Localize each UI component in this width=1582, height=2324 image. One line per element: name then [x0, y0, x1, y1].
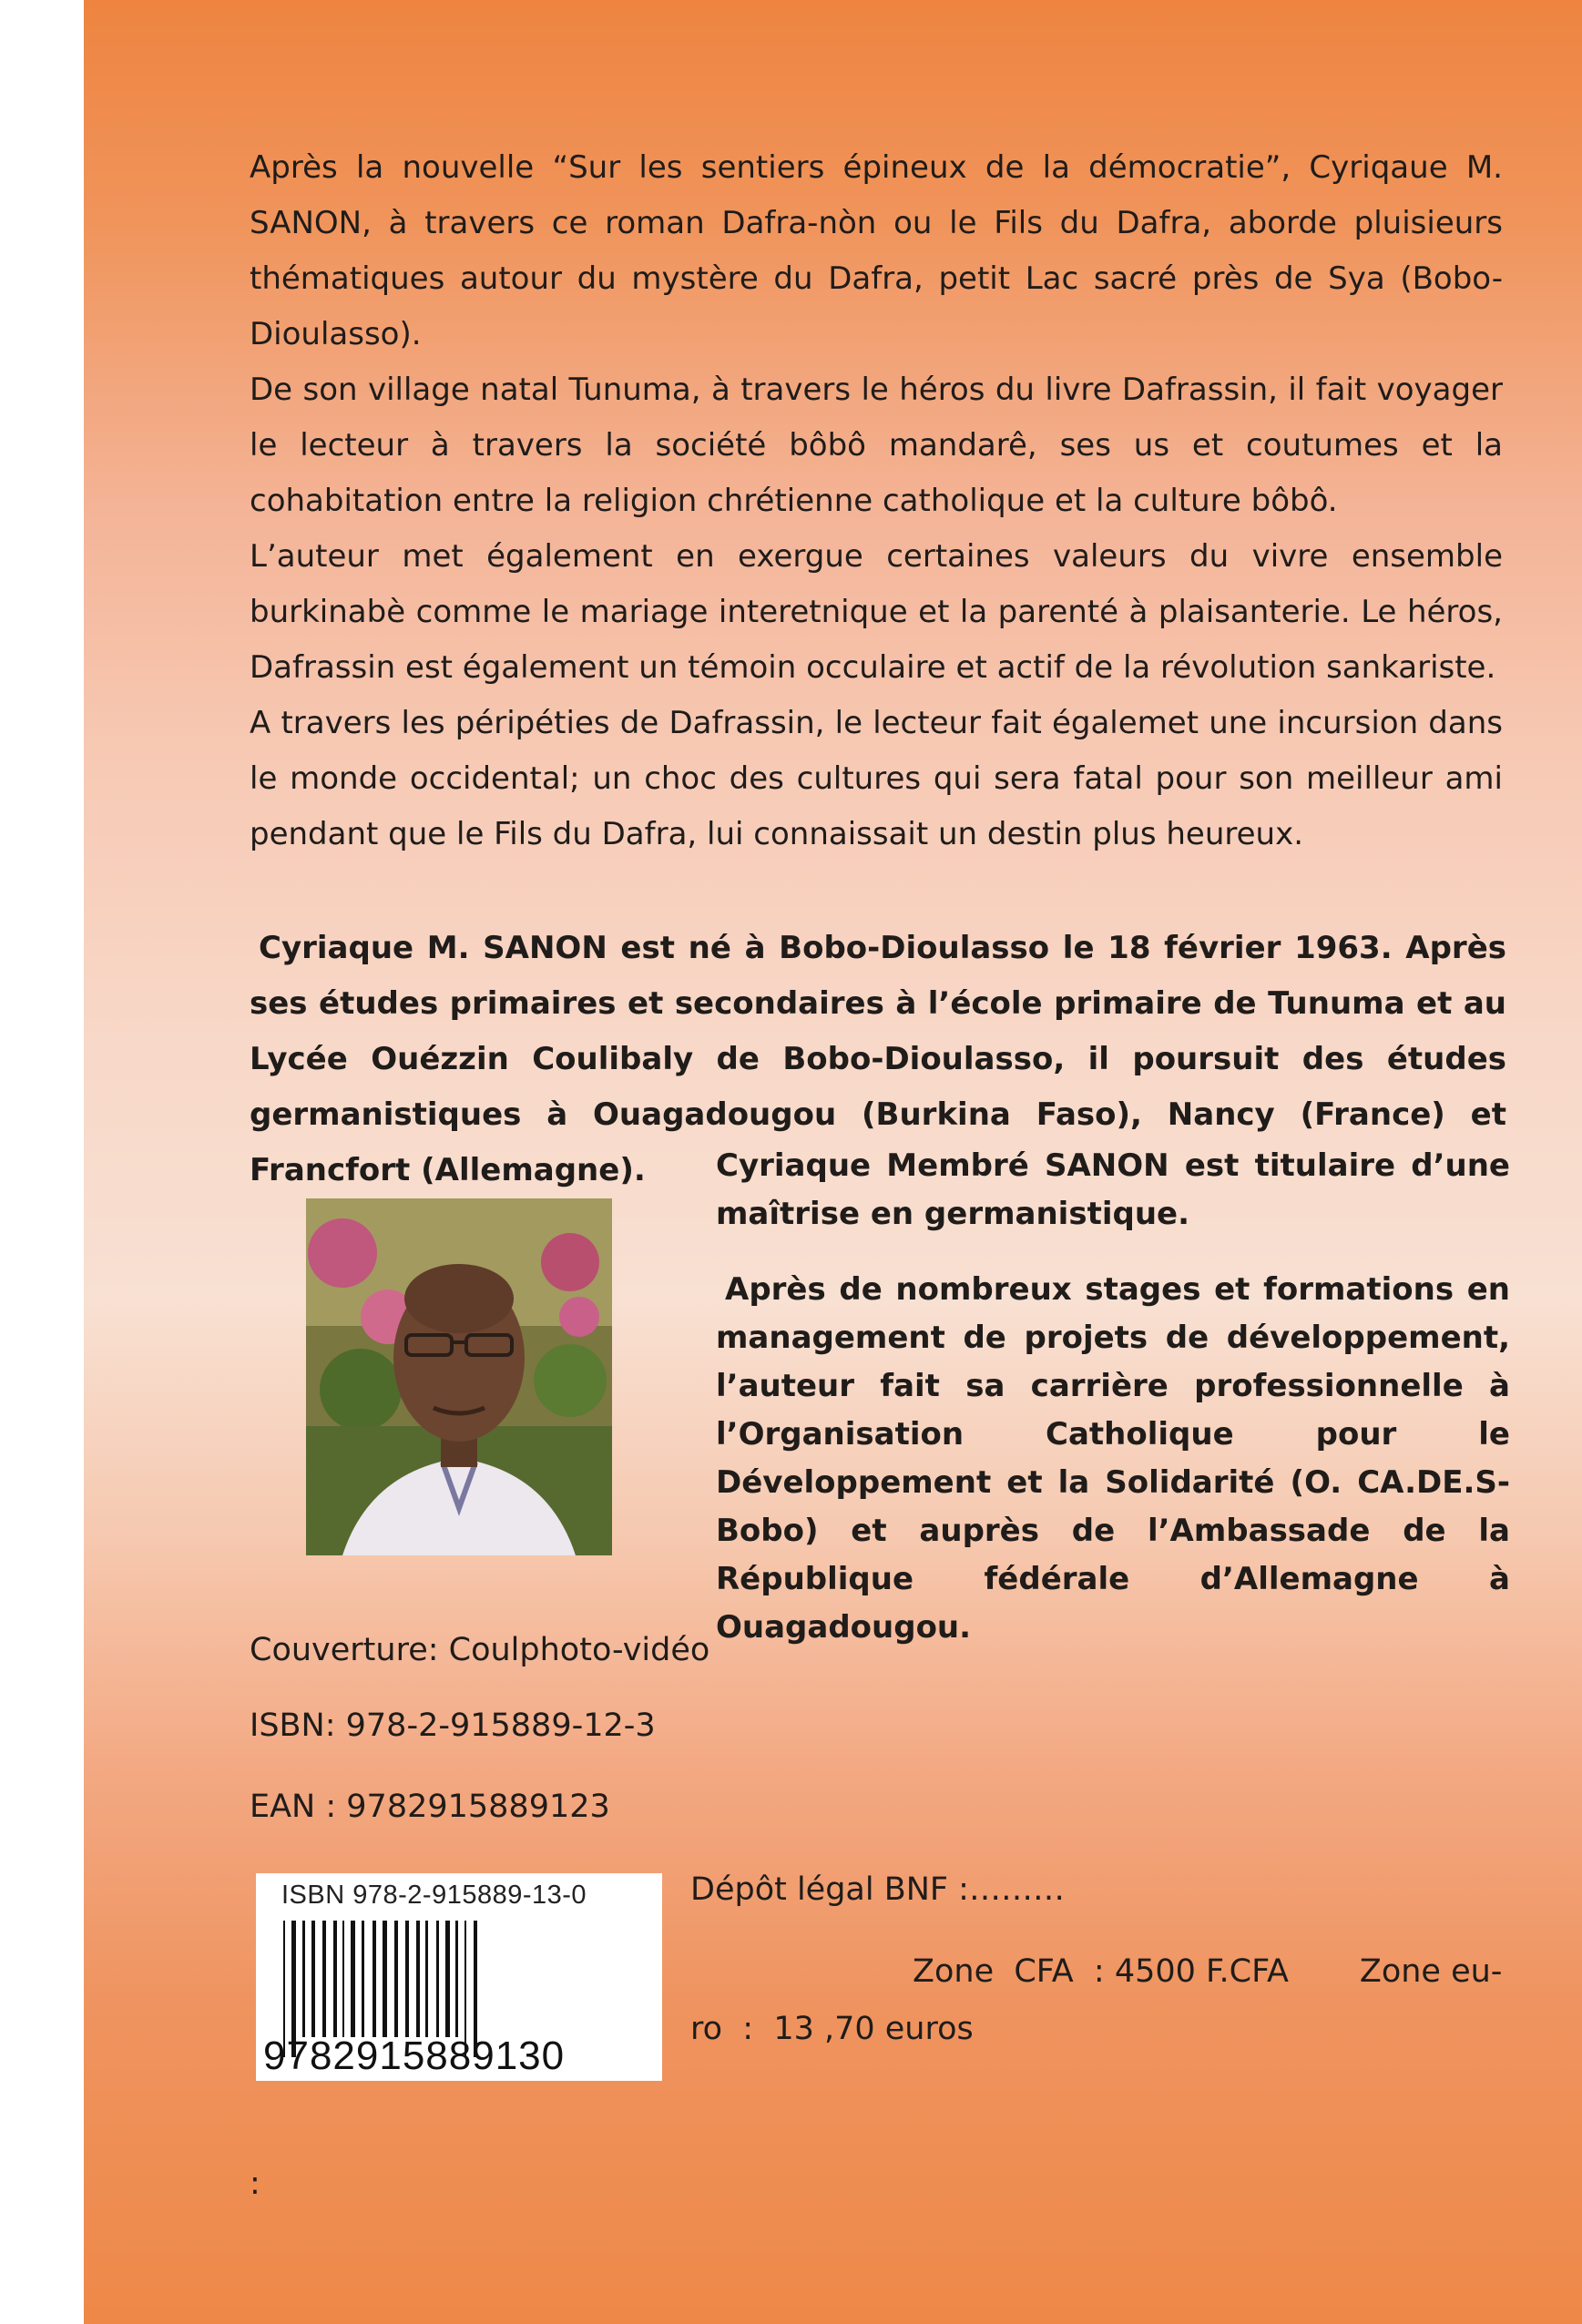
author-bio-career: Après de nombreux stages et formations en management de projets de développement, l’auteur fait sa carrière professionnelle à l’Organisation Catholique pour le Développement et la Solidarité (O. CA.DE.S-Bobo) et auprès de l’Ambassade de la République fédérale d’Allemagne à Ouagadougou. — [716, 1271, 1510, 1646]
barcode-bar — [425, 1921, 428, 2037]
barcode-bar — [351, 1921, 355, 2037]
ean-text: EAN : 9782915889123 — [250, 1789, 610, 1825]
barcode-bar — [342, 1921, 344, 2037]
summary-paragraph-4: A travers les péripéties de Dafrassin, le lecteur fait égalemet une incursion dans le monde occidental; un choc des cultures qui sera fatal pour son meilleur ami pendant que le Fils du Dafra, lui connaissait un destin plus heureux. — [250, 705, 1503, 852]
barcode-bar — [333, 1921, 337, 2037]
summary-paragraph-2: De son village natal Tunuma, à travers le héros du livre Dafrassin, il fait voyager le lecteur à travers la société bôbô mandarê, ses us et coutumes et la cohabitation entre la religion chrétienne catholique et la culture bôbô. — [250, 372, 1503, 519]
barcode-bar — [455, 1921, 458, 2037]
price-line-2: ro : 13 ,70 euros — [690, 2011, 974, 2047]
barcode-isbn-label: ISBN 978-2-915889-13-0 — [281, 1881, 587, 1910]
barcode-number: 9782915889130 — [263, 2034, 566, 2078]
barcode-bar — [302, 1921, 305, 2037]
cover-credit: Couverture: Coulphoto-vidéo — [250, 1632, 710, 1668]
summary-paragraph-3: L’auteur met également en exergue certaines valeurs du vivre ensemble burkinabè comme le mariage interetnique et la parenté à plaisanterie. Le héros, Dafrassin est également un témoin occulaire et actif de la révolution sankariste. — [250, 538, 1503, 686]
barcode-bar — [445, 1921, 450, 2037]
footer-colon: : — [250, 2166, 260, 2202]
author-bio-intro: Cyriaque M. SANON est né à Bobo-Dioulasso le 18 février 1963. Après ses études primaires et secondaires à l’école primaire de Tunuma et au Lycée Ouézzin Coulibaly de Bobo-Dioulasso, il poursuit des études germanistiques à Ouagadougou (Burkina Faso), Nancy (France) et Francfort (Allemagne). — [250, 930, 1506, 1188]
barcode-bar — [394, 1921, 398, 2037]
isbn-text: ISBN: 978-2-915889-12-3 — [250, 1707, 656, 1744]
price-line-1: Zone CFA : 4500 F.CFA Zone eu- — [913, 1953, 1503, 1990]
barcode-bar — [362, 1921, 364, 2037]
author-photo — [306, 1198, 612, 1555]
barcode-bar — [383, 1921, 387, 2037]
isbn-barcode — [256, 1873, 662, 2081]
legal-deposit: Dépôt légal BNF :……… — [690, 1871, 1065, 1908]
barcode-bar — [311, 1921, 315, 2037]
author-bio-degree: Cyriaque Membré SANON est titulaire d’une maîtrise en germanistique. — [716, 1147, 1510, 1232]
barcode-bar — [436, 1921, 439, 2037]
barcode-bar — [373, 1921, 376, 2037]
summary-paragraph-1: Après la nouvelle “Sur les sentiers épineux de la démocratie”, Cyriqaue M. SANON, à travers ce roman Dafra-nòn ou le Fils du Dafra, aborde pluisieurs thématiques autour du mystère du Dafra, petit Lac sacré près de Sya (Bobo-Dioulasso). — [250, 149, 1503, 352]
barcode-bar — [405, 1921, 409, 2037]
barcode-bar — [416, 1921, 420, 2037]
barcode-bar — [322, 1921, 326, 2037]
